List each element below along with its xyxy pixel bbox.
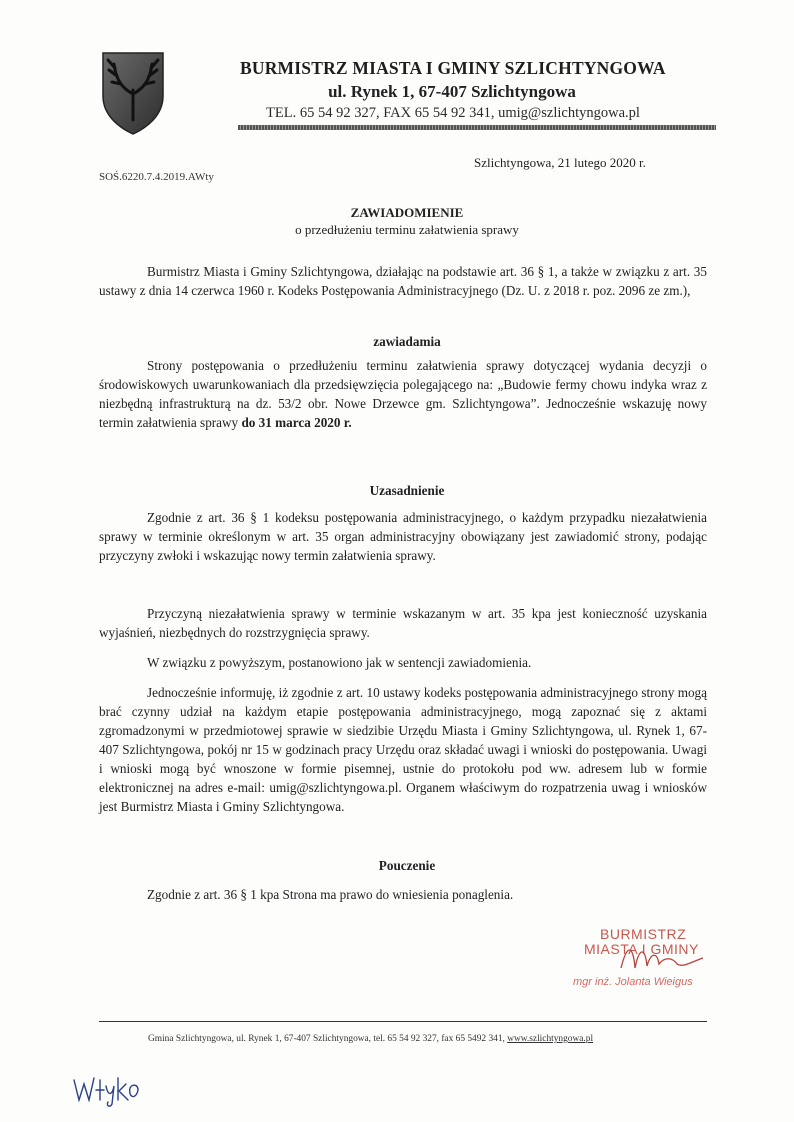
- document-date: Szlichtyngowa, 21 lutego 2020 r.: [474, 155, 646, 170]
- footer: Gmina Szlichtyngowa, ul. Rynek 1, 67-407 Szlichtyngowa, tel. 65 54 92 327, fax 65 5492 341, www.szlichtyngowa.pl: [148, 1034, 594, 1044]
- deadline: do 31 marca 2020 r.: [241, 415, 352, 430]
- reason-paragraph-4: Jednocześnie informuję, iż zgodnie z art. 10 ustawy kodeks postępowania administracyjnego strony mogą brać czynny udział na każdym etapie postępowania administracyjnego, mogą zapoznać się z aktami zgromadzonymi w przedmiotowej sprawie w siedzibie Urzędu Miasta i Gminy Szlichtyngowa, ul. Rynek 1, 67-407 Szlichtyngowa, pokój nr 15 w godzinach pracy Urzędu oraz składać uwagi i wnioski do postępowania. Uwagi i wnioski mogą być wnoszone w formie pisemnej, ustnie do protokołu pod ww. adresem lub w formie elektronicznej na adres e-mail: umig@szlichtyngowa.pl. Organem właściwym do rozpatrzenia uwag i wniosków jest Burmistrz Miasta i Gminy Szlichtyngowa.: [99, 685, 707, 814]
- reason-paragraph-1: Zgodnie z art. 36 § 1 kodeksu postępowania administracyjnego, o każdym przypadku niezałatwienia sprawy w terminie określonym w art. 35 organ administracyjny obowiązany jest zawiadomić strony, podając przyczyny zwłoki i wskazując nowy termin załatwienia sprawy.: [99, 510, 707, 563]
- stamp-line-2: MIASTA I GMINY: [584, 941, 699, 957]
- instruction-paragraph: Zgodnie z art. 36 § 1 kpa Strona ma prawo do wniesienia ponaglenia.: [147, 887, 514, 902]
- document-title: ZAWIADOMIENIE: [350, 205, 464, 220]
- footer-divider: [99, 1021, 707, 1022]
- reason-paragraph-3: W związku z powyższym, postanowiono jak w sentencji zawiadomienia.: [147, 655, 532, 670]
- heading-instruction: Pouczenie: [378, 858, 436, 873]
- header-title: BURMISTRZ MIASTA I GMINY SZLICHTYNGOWA: [240, 58, 666, 78]
- heading-reason: Uzasadnienie: [369, 483, 445, 498]
- stamp-line-1: BURMISTRZ: [600, 926, 687, 942]
- header-divider: [238, 125, 716, 130]
- handwritten-note: [70, 1070, 150, 1110]
- intro-paragraph: Burmistrz Miasta i Gminy Szlichtyngowa, działając na podstawie art. 36 § 1, a także w związku z art. 35 ustawy z dnia 14 czerwca 1960 r. Kodeks Postępowania Administracyjnego (Dz. U. z 2018 r. poz. 2096 ze zm.),: [99, 264, 707, 298]
- header-contact: TEL. 65 54 92 327, FAX 65 54 92 341, umig@szlichtyngowa.pl: [266, 105, 640, 121]
- document-subtitle: o przedłużeniu terminu załatwienia sprawy: [295, 222, 519, 237]
- header-address: ul. Rynek 1, 67-407 Szlichtyngowa: [328, 82, 576, 101]
- notify-paragraph: Strony postępowania o przedłużeniu terminu załatwienia sprawy dotyczącej wydania decyzji o środowiskowych uwarunkowaniach dla przedsięwzięcia polegającego na: „Budowie fermy chowu indyka wraz z niezbędną infrastrukturą na dz. 53/2 obr. Nowe Drzewce gm. Szlichtyngowa”. Jednocześnie wskazuję nowy termin załatwienia sprawy do 31 marca 2020 r.: [99, 358, 707, 430]
- footer-link[interactable]: www.szlichtyngowa.pl: [507, 1034, 594, 1044]
- stamp-name: mgr inż. Jolanta Wieigus: [573, 976, 693, 988]
- heading-notify: zawiadamia: [373, 334, 441, 349]
- signature-scribble: [617, 938, 707, 978]
- case-reference: SOŚ.6220.7.4.2019.AWty: [99, 171, 214, 183]
- reason-paragraph-2: Przyczyną niezałatwienia sprawy w terminie wskazanym w art. 35 kpa jest konieczność uzyskania wyjaśnień, niezbędnych do rozstrzygnięcia sprawy.: [99, 606, 707, 640]
